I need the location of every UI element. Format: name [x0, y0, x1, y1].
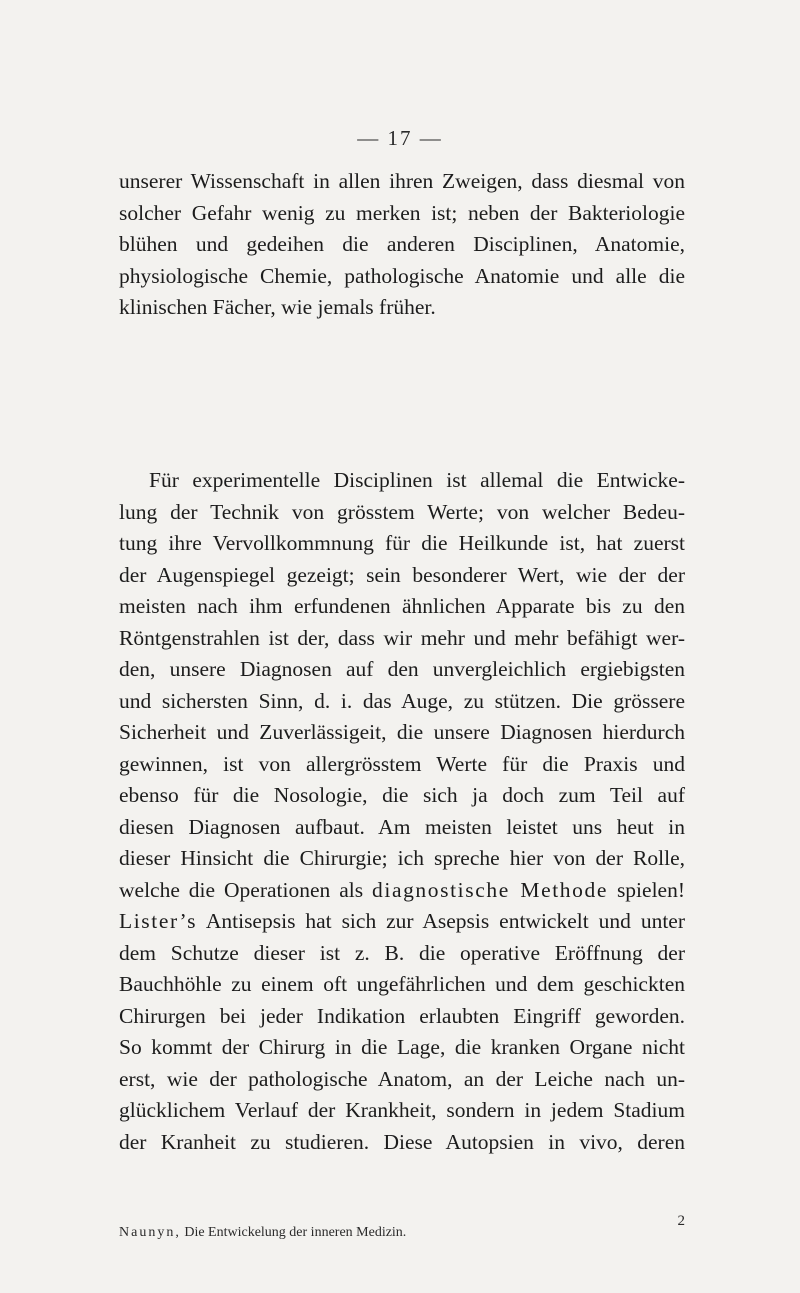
text-line: Sicherheit und Zuverlässigeit, die unsere Diagnosen hierdurch [119, 720, 685, 744]
text-line: und sichersten Sinn, d. i. das Auge, zu stützen. Die grössere [119, 688, 685, 713]
text-line: solcher Gefahr wenig zu merken ist; neben der Bakteriologie [119, 200, 685, 225]
text-line: der Kranheit zu studieren. Diese Autopsien in vivo, deren [119, 1129, 685, 1154]
spaced-emphasis: diagnostische Methode [372, 877, 609, 902]
footer [119, 1213, 685, 1241]
paragraph-1 [119, 166, 685, 324]
text-line: glücklichem Verlauf der Krankheit, sondern in jedem Stadium [119, 1098, 685, 1122]
text-line [119, 906, 685, 938]
page-number: — 17 — [357, 126, 443, 150]
text-line [119, 875, 685, 907]
text-line: der Augenspiegel gezeigt; sein besonderer Wert, wie der der [119, 562, 685, 587]
footer-title: Die Entwickelung der inneren Medizin. [180, 1225, 407, 1240]
text-line: Bauchhöhle zu einem oft ungefährlichen und dem geschickten [119, 972, 685, 996]
footer-author: Naunyn, [119, 1225, 181, 1240]
text-line: dem Schutze dieser ist z. B. die operative Eröffnung der [119, 940, 685, 965]
text-line: Chirurgen bei jeder Indikation erlaubten Eingriff geworden. [119, 1003, 685, 1028]
text-line: physiologische Chemie, pathologische Anatomie und alle die [119, 263, 685, 288]
text-segment: spielen! [608, 877, 686, 902]
text-line: klinischen Fächer, wie jemals früher. [119, 295, 436, 319]
text-line: meisten nach ihm erfundenen ähnlichen Apparate bis zu den [119, 594, 685, 618]
text-line: den, unsere Diagnosen auf den unvergleichlich ergiebigsten [119, 657, 685, 681]
text-line: erst, wie der pathologische Anatom, an der Leiche nach un- [119, 1066, 685, 1091]
text-line: blühen und gedeihen die anderen Disciplinen, Anatomie, [119, 232, 685, 256]
paragraph-2 [119, 465, 685, 1158]
text-line: ebenso für die Nosologie, die sich ja doch zum Teil auf [119, 783, 685, 807]
text-segment: Antisepsis hat sich zur Asepsis entwickelt und unter [197, 909, 685, 933]
text-line: unserer Wissenschaft in allen ihren Zweigen, dass diesmal von [119, 169, 685, 193]
text-line: So kommt der Chirurg in die Lage, die kranken Organe nicht [119, 1035, 685, 1059]
text-line: Für experimentelle Disciplinen ist allemal die Entwicke- [149, 468, 685, 492]
signature-mark: 2 [677, 1213, 685, 1229]
text-line: dieser Hinsicht die Chirurgie; ich spreche hier von der Rolle, [119, 846, 685, 870]
text-line: Röntgenstrahlen ist der, dass wir mehr und mehr befähigt wer- [119, 625, 685, 650]
spaced-emphasis: Lister’s [119, 909, 198, 933]
text-line: diesen Diagnosen aufbaut. Am meisten leistet uns heut in [119, 814, 685, 839]
text-line: tung ihre Vervollkommnung für die Heilkunde ist, hat zuerst [119, 531, 685, 555]
text-line: gewinnen, ist von allergrösstem Werte für die Praxis und [119, 751, 685, 776]
text-line: lung der Technik von grösstem Werte; von welcher Bedeu- [119, 499, 685, 524]
text-segment: welche die Operationen als [119, 877, 373, 902]
